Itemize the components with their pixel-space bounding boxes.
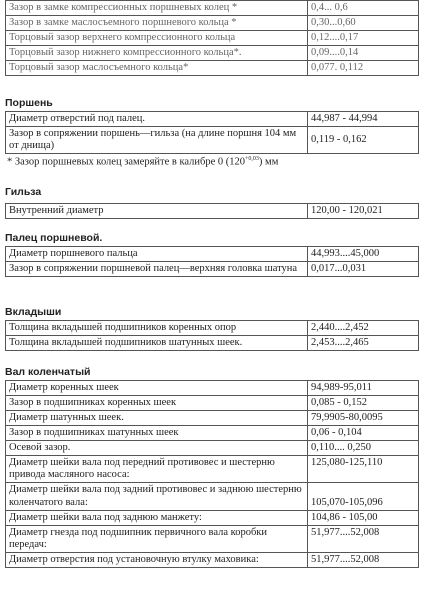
ring-gauge-note: * Зазор поршневых колец замеряйте в калибре 0 $(120^{+0,03})$ мм xyxy=(7,156,279,168)
table-row: Торцовый зазор верхнего компрессионного кольца 0,12....0,17 xyxy=(6,31,419,46)
table-row: Торцовый зазор маслосъемного кольца* 0,077. 0,112 xyxy=(6,61,419,76)
section-title-liners: Вкладыши xyxy=(5,306,62,318)
sleeve-table xyxy=(5,203,419,219)
table-row: Диаметр поршневого пальца 44,993....45,000 xyxy=(6,247,419,262)
crankshaft-table xyxy=(5,380,419,568)
table-row: Диаметр коренных шеек 94,989-95,011 xyxy=(6,381,419,396)
table-row: Диаметр шейки вала под передний противовес и шестерню привода масляного насоса: 125,080-125,110 xyxy=(6,456,419,483)
top-clearance-table xyxy=(5,0,419,76)
table-row: Толщина вкладышей подшипников коренных опор 2,440....2,452 xyxy=(6,321,419,336)
table-row: Диаметр отверстия под установочную втулку маховика: 51,977....52,008 xyxy=(6,552,419,567)
table-row: Диаметр отверстий под палец. 44,987 - 44,994 xyxy=(6,112,419,127)
table-row: Зазор в сопряжении поршень—гильза (на длине поршня 104 мм от днища) 0,119 - 0,162 xyxy=(6,127,419,154)
liners-table xyxy=(5,320,419,351)
piston-table xyxy=(5,111,419,154)
table-row: Зазор в замке компрессионных поршневых колец * 0,4... 0,6 xyxy=(6,1,419,16)
pin-table xyxy=(5,246,419,277)
table-row: Зазор в подшипниках коренных шеек 0,085 - 0,152 xyxy=(6,396,419,411)
table-row: Осевой зазор. 0,110.... 0,250 xyxy=(6,441,419,456)
table-row: Зазор в сопряжении поршневой палец—верхняя головка шатуна 0,017...0,031 xyxy=(6,262,419,277)
table-row: Внутренний диаметр 120,00 - 120,021 xyxy=(6,204,419,219)
section-title-crankshaft: Вал коленчатый xyxy=(5,366,91,378)
table-row: Диаметр шейки вала под задний противовес и заднюю шестерню коленчатого вала: 105,070-105,096 xyxy=(6,483,419,510)
table-row: Диаметр гнезда под подшипник первичного вала коробки передач: 51,977....52,008 xyxy=(6,525,419,552)
table-row: Толщина вкладышей подшипников шатунных шеек. 2,453....2,465 xyxy=(6,336,419,351)
table-row: Торцовый зазор нижнего компрессионного кольца*. 0,09....0,14 xyxy=(6,46,419,61)
section-title-pin: Палец поршневой. xyxy=(5,232,103,244)
table-row: Диаметр шатунных шеек. 79,9905-80,0095 xyxy=(6,411,419,426)
table-row: Зазор в подшипниках шатунных шеек 0,06 - 0,104 xyxy=(6,426,419,441)
section-title-piston: Поршень xyxy=(5,97,53,109)
section-title-sleeve: Гильза xyxy=(5,186,42,198)
table-row: Зазор в замке маслосъемного поршневого кольца * 0,30...0,60 xyxy=(6,16,419,31)
table-row: Диаметр шейки вала под заднюю манжету: 104,86 - 105,00 xyxy=(6,510,419,525)
